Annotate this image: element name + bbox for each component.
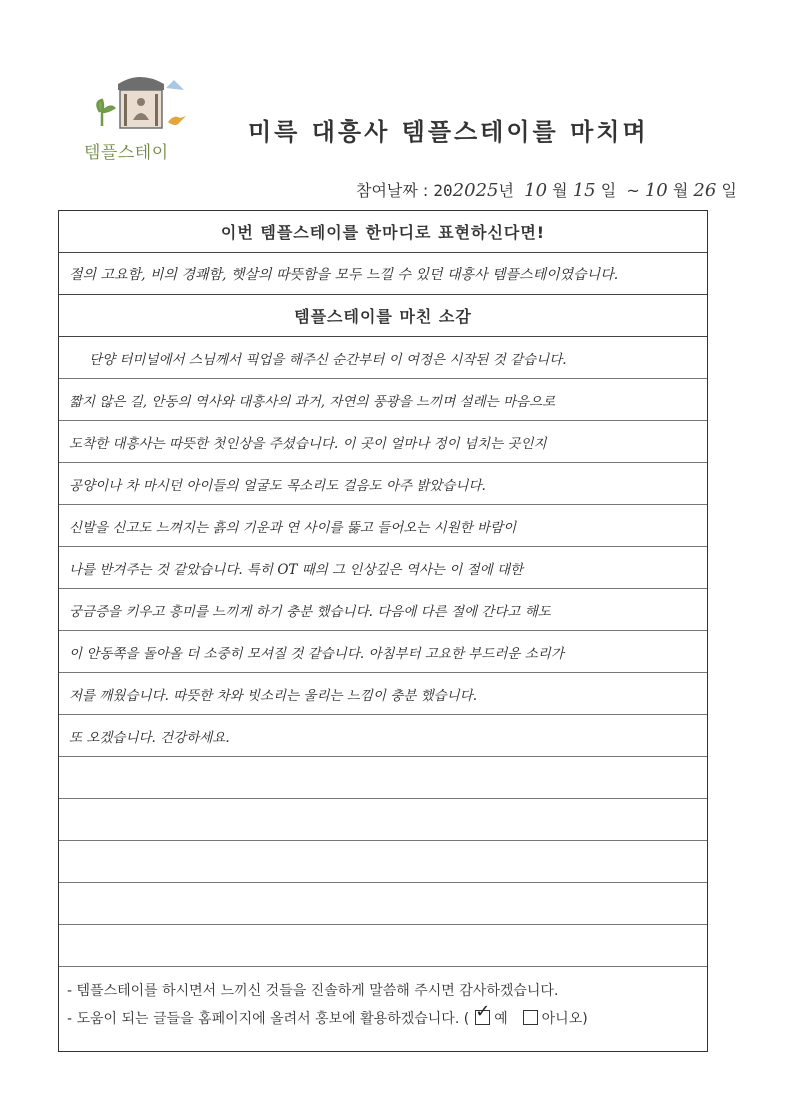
date-month-unit-2: 월 — [672, 181, 689, 200]
date-month-unit-1: 월 — [552, 181, 568, 200]
date-day-unit-1: 일 — [600, 181, 617, 200]
date-end-month: 10 — [644, 180, 668, 201]
impression-line: 궁금증을 키우고 흥미를 느끼게 하기 충분 했습니다. 다음에 다른 절에 간다고 해도 — [59, 589, 707, 631]
impression-line: 공양이나 차 마시던 아이들의 얼굴도 목소리도 걸음도 아주 밝았습니다. — [59, 463, 707, 505]
impression-line — [59, 799, 707, 841]
participation-date — [356, 178, 737, 201]
date-day-unit-2: 일 — [721, 181, 737, 200]
note-homepage-text: - 도움이 되는 글들을 홈페이지에 올려서 홍보에 활용하겠습니다. ( — [67, 1011, 470, 1027]
impression-line: 단양 터미널에서 스님께서 픽업을 해주신 순간부터 이 여정은 시작된 것 같습니다. — [59, 337, 707, 379]
impression-line — [59, 841, 707, 883]
impression-line: 신발을 신고도 느껴지는 흙의 기운과 연 사이를 뚫고 들어오는 시원한 바람이 — [59, 505, 707, 547]
buddha-icon — [137, 98, 145, 106]
no-label: 아니오) — [541, 1011, 588, 1027]
date-start-month: 10 — [524, 180, 548, 201]
date-year-written: 2025 — [452, 180, 499, 201]
impression-line — [59, 883, 707, 925]
impression-line: 또 오겠습니다. 건강하세요. — [59, 715, 707, 757]
form-notes — [59, 967, 707, 1051]
sprout-icon — [97, 100, 114, 126]
section1-title: 이번 템플스테이를 한마디로 표현하신다면! — [59, 211, 707, 253]
section1-answer: 절의 고요함, 비의 경쾌함, 햇살의 따뜻함을 모두 느낄 수 있던 대흥사 템플스테이였습니다. — [59, 253, 707, 295]
date-year: 20 — [433, 181, 453, 200]
page-title: 미륵 대흥사 템플스테이를 마치며 — [248, 118, 649, 146]
date-year-unit: 년 — [498, 181, 514, 200]
date-end-day: 26 — [693, 180, 717, 201]
date-separator: ~ — [626, 181, 640, 200]
yes-label: 예 — [494, 1011, 508, 1027]
note-homepage — [67, 1001, 699, 1033]
roof-icon — [118, 77, 164, 90]
date-label: 참여날짜 : — [356, 181, 429, 200]
section2-title: 템플스테이를 마친 소감 — [59, 295, 707, 337]
yes-checkbox[interactable] — [475, 1001, 491, 1025]
mountain-icon — [166, 80, 184, 90]
logo-text: 템플스테이 — [84, 143, 169, 163]
impression-line: 이 안동쪽을 돌아올 더 소중히 모셔질 것 같습니다. 아침부터 고요한 부드러운 소리가 — [59, 631, 707, 673]
impression-line: 도착한 대흥사는 따뜻한 첫인상을 주셨습니다. 이 곳이 얼마나 정이 넘치는 곳인지 — [59, 421, 707, 463]
no-checkbox[interactable] — [523, 1010, 538, 1025]
impression-line — [59, 925, 707, 967]
check-mark-icon: ✓ — [475, 1001, 491, 1022]
impression-line: 저를 깨웠습니다. 따뜻한 차와 빗소리는 울리는 느낌이 충분 했습니다. — [59, 673, 707, 715]
note-honest: - 템플스테이를 하시면서 느끼신 것들을 진솔하게 말씀해 주시면 감사하겠습니다. — [67, 983, 559, 999]
date-start-day: 15 — [572, 180, 596, 201]
impression-line — [59, 757, 707, 799]
impression-line: 짧지 않은 길, 안동의 역사와 대흥사의 과거, 자연의 풍광을 느끼며 설레는 마음으로 — [59, 379, 707, 421]
impression-line: 나를 반겨주는 것 같았습니다. 특히 OT 때의 그 인상깊은 역사는 이 절에 대한 — [59, 547, 707, 589]
feedback-form — [58, 210, 708, 1052]
bird-icon — [168, 116, 186, 125]
